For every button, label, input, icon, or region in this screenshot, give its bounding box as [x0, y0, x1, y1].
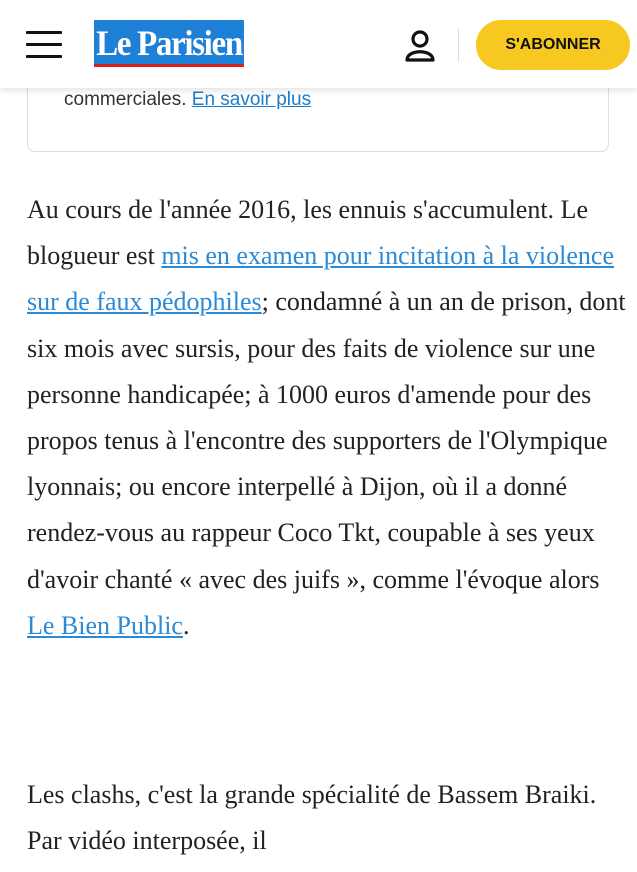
article-paragraph-2: Les clashs, c'est la grande spécialité de Bassem Braiki. Par vidéo interposée, il — [27, 780, 597, 856]
consent-text-label: commerciales. — [64, 89, 187, 110]
article-link-examen[interactable]: mis en examen pour incitation à la violence sur de faux pédophiles — [27, 241, 614, 317]
site-logo[interactable]: Le Parisien — [94, 20, 244, 67]
learn-more-link[interactable]: En savoir plus — [191, 89, 312, 110]
paragraph-text: ; condamné à un an de prison, dont six mois avec sursis, pour des faits de violence sur une personne handicapée; à 1000 euros d'amende pour des propos tenus à l'encontre des supporters de l'Olympique lyonnais; ou encore interpellé à Dijon, où il a donné rendez-vous au rappeur Coco Tkt, coupable à ses yeux d'avoir chanté « avec des juifs », comme l'évoque alors — [27, 287, 626, 594]
article-paragraph-1 — [27, 187, 627, 649]
article-link-bien-public[interactable]: Le Bien Public — [27, 610, 183, 640]
user-icon[interactable] — [402, 27, 438, 63]
paragraph-text: Au cours de l'année 2016, les ennuis s'accumulent. Le blogueur est — [27, 195, 588, 271]
paragraph-text: . — [182, 610, 190, 640]
site-header — [0, 0, 637, 88]
header-divider — [458, 28, 459, 62]
subscribe-button[interactable]: S'ABONNER — [476, 20, 630, 70]
menu-icon[interactable] — [26, 31, 62, 59]
